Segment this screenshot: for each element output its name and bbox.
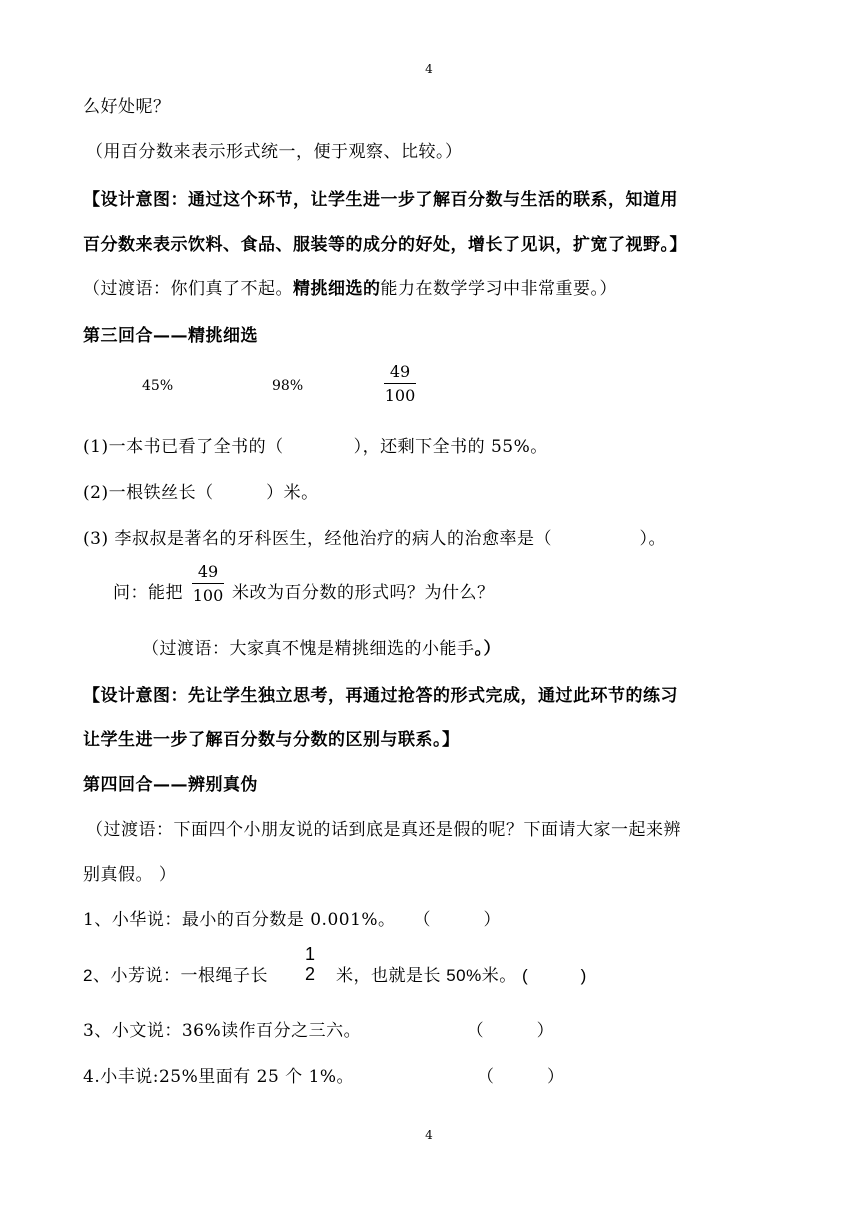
design-intent: 【设计意图：通过这个环节，让学生进一步了解百分数与生活的联系，知道用	[83, 190, 678, 210]
fraction-numerator: 49	[197, 562, 219, 581]
fraction-one-half	[301, 945, 319, 983]
text-line: 么好处呢？	[83, 97, 171, 117]
ask-line-suffix: 米改为百分数的形式吗？为什么？	[232, 583, 495, 603]
fraction-49-100	[384, 364, 416, 404]
fraction-denominator: 100	[192, 586, 224, 605]
transition-line-3-continued: 别真假。 ）	[83, 865, 177, 885]
fraction-denominator: 2	[304, 964, 315, 984]
statement-2-prefix: 2、小芳说：一根绳子长	[83, 966, 268, 985]
section-heading-round-4: 第四回合——辨别真伪	[83, 775, 258, 795]
transition-bold-end: 。）	[474, 639, 501, 659]
page-number-top: 4	[425, 62, 433, 76]
fraction-49-100-inline	[192, 564, 224, 604]
statement-3: 3、小文说：36%读作百分之三六。 （ ）	[83, 1021, 555, 1041]
transition-line-3: （过渡语：下面四个小朋友说的话到底是真还是假的呢？下面请大家一起来辨	[86, 820, 681, 840]
design-intent-2: 【设计意图：先让学生独立思考，再通过抢答的形式完成，通过此环节的练习	[83, 686, 678, 706]
design-intent-continued: 百分数来表示饮料、食品、服装等的成分的好处，增长了见识，扩宽了视野。】	[83, 235, 687, 255]
fraction-numerator: 1	[304, 944, 315, 964]
question-2: (2)一根铁丝长（ ）米。	[83, 483, 319, 503]
statement-4: 4.小丰说:25%里面有 25 个 1%。 （ ）	[83, 1067, 565, 1087]
fraction-numerator: 49	[389, 362, 411, 381]
transition-text: 能力在数学学习中非常重要。）	[380, 279, 617, 299]
fraction-bar	[384, 383, 416, 384]
transition-bold-phrase: 精挑细选的	[293, 279, 381, 299]
design-intent-2-continued: 让学生进一步了解百分数与分数的区别与联系。】	[83, 730, 460, 750]
statement-1: 1、小华说：最小的百分数是 0.001%。 （ ）	[83, 910, 502, 930]
fraction-bar	[192, 583, 224, 584]
text-line: （用百分数来表示形式统一，便于观察、比较。）	[86, 142, 463, 162]
transition-line-2	[142, 634, 501, 659]
option-45-percent: 45%	[142, 378, 174, 394]
fraction-denominator: 100	[384, 386, 416, 405]
option-98-percent: 98%	[272, 378, 304, 394]
statement-2-suffix: 米，也就是长 50%米。 ( )	[336, 966, 587, 985]
transition-text: （过渡语：大家真不愧是精挑细选的小能手	[142, 639, 475, 659]
question-1: (1)一本书已看了全书的（ ），还剩下全书的 55%。	[83, 437, 548, 457]
section-heading-round-3: 第三回合——精挑细选	[83, 326, 258, 346]
ask-line-prefix: 问：能把	[113, 583, 183, 603]
question-3: (3) 李叔叔是著名的牙科医生，经他治疗的病人的治愈率是（ ）。	[83, 529, 666, 549]
page-number-bottom: 4	[425, 1128, 433, 1142]
transition-text: （过渡语：你们真了不起。	[83, 279, 293, 299]
transition-line	[83, 274, 617, 299]
